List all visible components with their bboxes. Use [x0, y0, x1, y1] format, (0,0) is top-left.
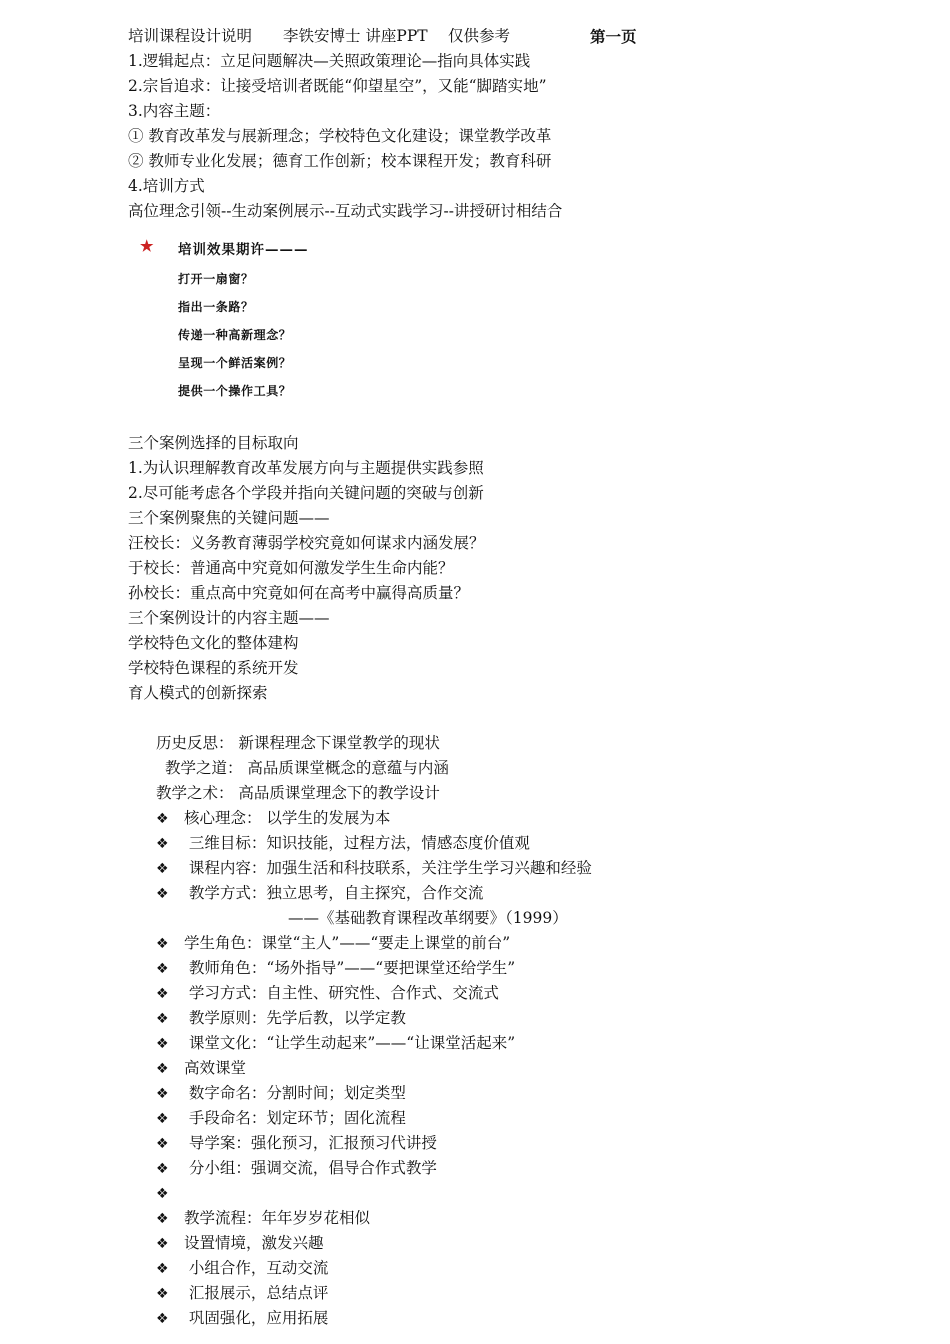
bullet-item — [128, 981, 928, 1006]
bullet-text: 分小组：强调交流，倡导合作式教学 — [184, 1159, 437, 1177]
section-dao: 教学之道： 高品质课堂概念的意蕴与内涵 — [165, 759, 449, 777]
figure-item: 提供一个操作工具？ — [178, 384, 292, 398]
diamond-bullet-icon: ❖ — [156, 1061, 169, 1077]
bullet-text: 高效课堂 — [184, 1059, 247, 1077]
bullet-text: 设置情境，激发兴趣 — [184, 1234, 324, 1252]
figure-item: 指出一条路？ — [178, 300, 254, 314]
intro-line: 高位理念引领--生动案例展示--互动式实践学习--讲授研讨相结合 — [128, 202, 563, 220]
bullet-text: 三维目标：知识技能，过程方法，情感态度价值观 — [184, 834, 530, 852]
section-shu: 教学之术： 高品质课堂理念下的教学设计 — [156, 784, 440, 802]
bullet-text: 课程内容：加强生活和科技联系，关注学生学习兴趣和经验 — [184, 859, 592, 877]
case-line: 于校长：普通高中究竟如何激发学生生命内能？ — [128, 559, 454, 577]
intro-line: ② 教师专业化发展；德育工作创新；校本课程开发；教育科研 — [128, 152, 552, 170]
bullet-item — [128, 956, 928, 981]
figure-item: 呈现一个鲜活案例？ — [178, 356, 292, 370]
training-expectation-figure — [128, 234, 928, 419]
figure-item: 打开一扇窗？ — [178, 272, 254, 286]
bullet-item — [128, 1206, 928, 1231]
bullet-text: 巩固强化，应用拓展 — [184, 1309, 329, 1327]
case-line: 孙校长：重点高中究竟如何在高考中赢得高质量？ — [128, 584, 470, 602]
intro-line: 4.培训方式 — [128, 177, 205, 195]
bullet-text: 汇报展示，总结点评 — [184, 1284, 329, 1302]
document-page — [128, 24, 928, 1331]
bullet-item — [128, 1181, 928, 1206]
bullet-item — [128, 881, 928, 906]
intro-line: 1.逻辑起点：立足问题解决—关照政策理论—指向具体实践 — [128, 52, 531, 70]
case-line: 三个案例设计的内容主题—— — [128, 609, 330, 627]
intro-line: 3.内容主题： — [128, 102, 221, 120]
bullet-text: 导学案：强化预习，汇报预习代讲授 — [184, 1134, 437, 1152]
case-line: 学校特色文化的整体建构 — [128, 634, 299, 652]
diamond-bullet-icon: ❖ — [156, 1161, 169, 1177]
diamond-bullet-icon: ❖ — [156, 986, 169, 1002]
diamond-bullet-icon: ❖ — [156, 1261, 169, 1277]
diamond-bullet-icon: ❖ — [156, 961, 169, 977]
bullet-text: 数字命名：分割时间；划定类型 — [184, 1084, 406, 1102]
case-line: 三个案例聚焦的关键问题—— — [128, 509, 330, 527]
diamond-bullet-icon: ❖ — [156, 861, 169, 877]
bullet-text: 教学方式：独立思考，自主探究，合作交流 — [184, 884, 484, 902]
bullet-text: 手段命名：划定环节；固化流程 — [184, 1109, 406, 1127]
diamond-bullet-icon: ❖ — [156, 1286, 169, 1302]
figure-item: 传递一种高新理念？ — [178, 328, 292, 342]
page-label: 第一页 — [590, 27, 637, 46]
case-line: 1.为认识理解教育改革发展方向与主题提供实践参照 — [128, 459, 484, 477]
diamond-bullet-icon: ❖ — [156, 811, 169, 827]
header-title: 培训课程设计说明 李铁安博士 讲座PPT 仅供参考 — [128, 27, 511, 45]
section-history: 历史反思： 新课程理念下课堂教学的现状 — [156, 734, 440, 752]
bullet-item — [128, 1006, 928, 1031]
diamond-bullet-icon: ❖ — [156, 1186, 169, 1202]
bullet-item — [128, 1056, 928, 1081]
case-line: 汪校长：义务教育薄弱学校究竟如何谋求内涵发展？ — [128, 534, 485, 552]
bullet-text: 核心理念： 以学生的发展为本 — [184, 809, 391, 827]
case-line: 学校特色课程的系统开发 — [128, 659, 299, 677]
figure-title: 培训效果期许——— — [178, 242, 309, 258]
diamond-bullet-icon: ❖ — [156, 1211, 169, 1227]
bullet-text: 教师角色：“场外指导”——“要把课堂还给学生” — [184, 959, 516, 977]
intro-line: ① 教育改革发与展新理念；学校特色文化建设；课堂教学改革 — [128, 127, 552, 145]
intro-line: 2.宗旨追求：让接受培训者既能“仰望星空”，又能“脚踏实地” — [128, 77, 547, 95]
diamond-bullet-icon: ❖ — [156, 1311, 169, 1327]
source-citation: ——《基础教育课程改革纲要》（1999） — [288, 909, 568, 927]
bullet-text: 小组合作，互动交流 — [184, 1259, 329, 1277]
bullet-item — [128, 1131, 928, 1156]
bullet-item — [128, 831, 928, 856]
star-icon: ★ — [140, 237, 154, 255]
document-header — [128, 24, 928, 49]
bullet-item — [128, 1306, 928, 1331]
bullet-item — [128, 1256, 928, 1281]
diamond-bullet-icon: ❖ — [156, 1136, 169, 1152]
bullet-text: 课堂文化：“让学生动起来”——“让课堂活起来” — [184, 1034, 516, 1052]
bullet-text: 学生角色：课堂“主人”——“要走上课堂的前台” — [184, 934, 511, 952]
bullet-text: 学习方式：自主性、研究性、合作式、交流式 — [184, 984, 499, 1002]
diamond-bullet-icon: ❖ — [156, 836, 169, 852]
diamond-bullet-icon: ❖ — [156, 1036, 169, 1052]
bullet-item — [128, 1106, 928, 1131]
bullet-item — [128, 1031, 928, 1056]
bullet-text: 教学原则：先学后教，以学定教 — [184, 1009, 406, 1027]
diamond-bullet-icon: ❖ — [156, 886, 169, 902]
bullet-text: 教学流程：年年岁岁花相似 — [184, 1209, 371, 1227]
diamond-bullet-icon: ❖ — [156, 1111, 169, 1127]
bullet-item — [128, 1081, 928, 1106]
diamond-bullet-icon: ❖ — [156, 1236, 169, 1252]
bullet-item — [128, 931, 928, 956]
blank-line — [128, 706, 928, 731]
diamond-bullet-icon: ❖ — [156, 1086, 169, 1102]
case-line: 2.尽可能考虑各个学段并指向关键问题的突破与创新 — [128, 484, 484, 502]
diamond-bullet-icon: ❖ — [156, 936, 169, 952]
case-line: 三个案例选择的目标取向 — [128, 434, 299, 452]
bullet-item — [128, 1156, 928, 1181]
bullet-item — [128, 806, 928, 831]
bullet-item — [128, 1281, 928, 1306]
case-line: 育人模式的创新探索 — [128, 684, 268, 702]
bullet-item — [128, 856, 928, 881]
diamond-bullet-icon: ❖ — [156, 1011, 169, 1027]
bullet-item — [128, 1231, 928, 1256]
